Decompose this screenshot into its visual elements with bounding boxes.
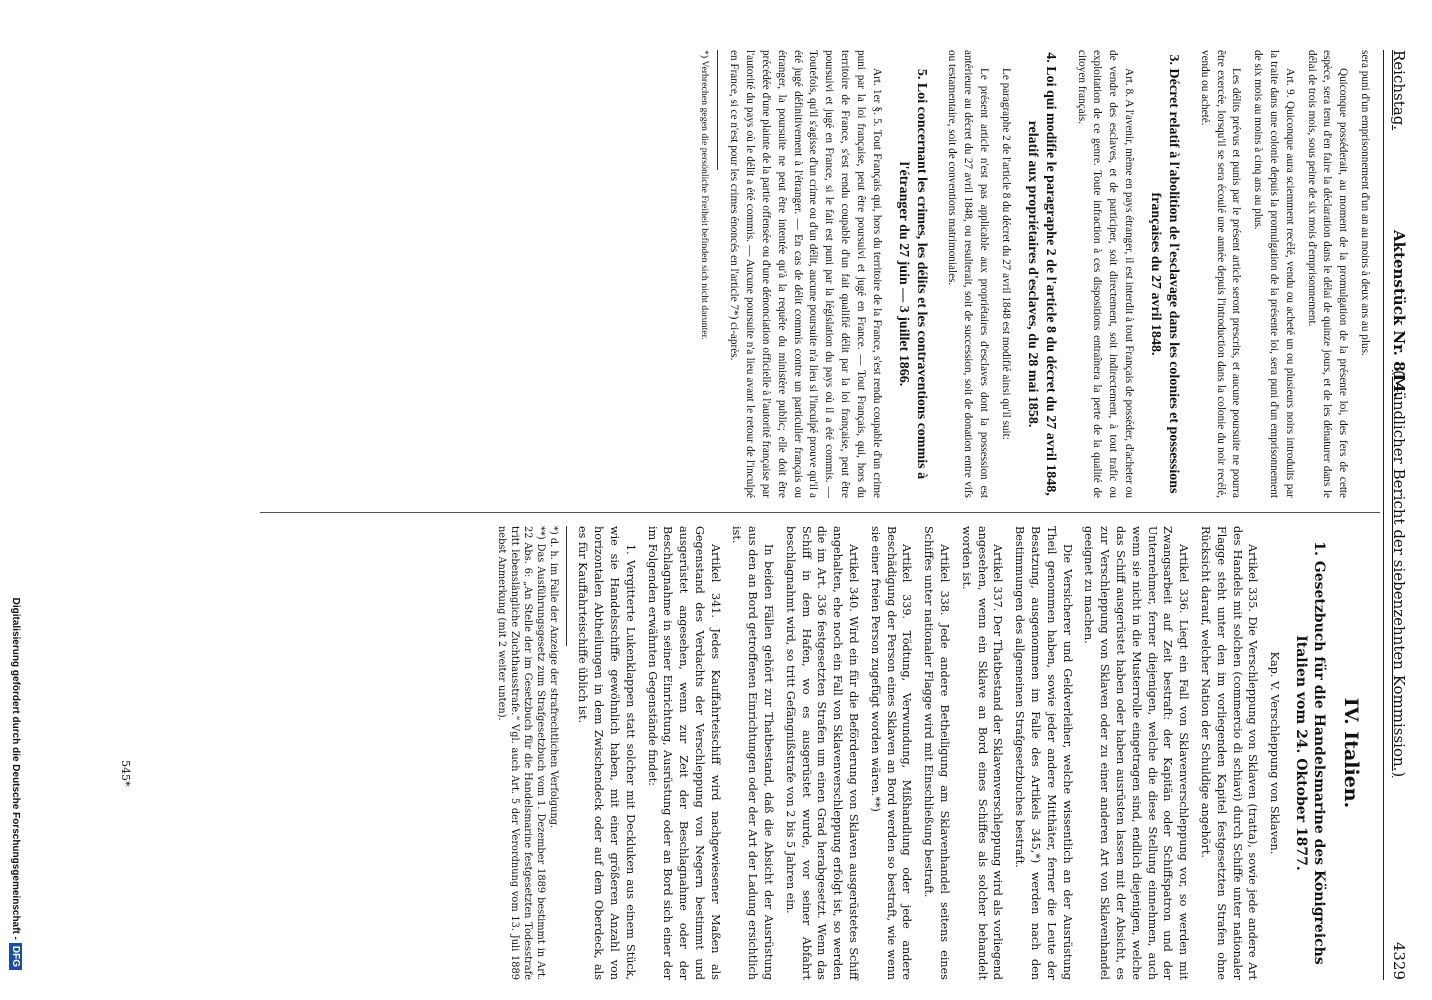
footnote: *) Verbrechen gegen die persönliche Freiheit befinden sich nicht darunter. — [698, 50, 710, 340]
paragraph: Die Versicherer und Geldverleiher, welche wissentlich an der Ausrüstung Theil genommen haben, sowie jeder andere Mitthäter, ferner die Leute der Besatzung, ausgenommen im Falle des Artikels 345,*) werden nach den Bestimmungen des allgemeinen Strafgesetzbuches bestraft. — [1013, 526, 1074, 980]
paragraph: Artikel 339. Tödtung, Verwundung, Mißhandlung oder jede andere Beschädigung der Person eines Sklaven an Bord werden so bestraft, wie wenn sie einer freien Person zugefügt worden wären.**) — [868, 526, 914, 980]
section-heading: 1. Gesetzbuch für die Handelsmarine des Königreichs Italien vom 24. Oktober 1877. — [1293, 541, 1328, 965]
paragraph: Artikel 340. Wird ein für die Beförderung von Sklaven ausgerüstetes Schiff angehalten, ehe noch ein Fall von Sklavenverschleppung erfolgt ist, so werden die im Art. 336 festgesetzten Strafen um einen Grad herabgesetzt. Wenn das Schiff in dem Hafen, wo es ausgerüstet wurde, vor seiner Abfahrt beschlagnahmt wird, so tritt Gefängnißstrafe von 2 bis 5 Jahren ein. — [783, 526, 861, 980]
paragraph: Artikel 336. Liegt ein Fall von Sklavenverschleppung vor, so werden mit Zwangsarbeit auf Zeit bestraft: der Kapitän oder Schiffspatron und der Unternehmer, ferner diejenigen, welche die diese Stellung einnehmen, auch wenn sie nicht in die Musterrolle eingetragen sind, endlich diejenigen, welche das Schiff ausgerüstet haben oder haben ausrüsten lassen mit der Absicht, es zur Verschleppung von Sklaven oder zu einer anderen Art von Sklavenhandel geeignet zu machen. — [1082, 526, 1191, 980]
paragraph: Art. 9. Quiconque aura sciemment recélé, vendu ou acheté un ou plusieurs noirs introduits par la traite dans une colonie depuis la promulgation de la présente loi, sera puni d'un emprisonnement de six mois au moins à cinq ans au plus. — [1252, 50, 1296, 498]
paragraph: Le présent article n'est pas applicable aux propriétaires d'esclaves dont la possession est antérieure au décret du 27 avril 1848, ou resulterait, soit de succession, soit de donation entre vifs ou testamentaire, soit de conventions matrimoniales. — [946, 50, 991, 498]
paragraph: Les délits prévus et punis par le présent article seront prescrits, et aucune poursuite ne pourra être exercée, lorsqu'il se sera écoulé une année depuis l'introduction dans la colonie du noir recélé, vendu ou acheté. — [1198, 50, 1243, 498]
header-left: Reichstag. — [1390, 50, 1408, 131]
paragraph: Art. 1er §. 5. Tout Français qui, hors du territoire de la France, s'est rendu coupable d'un crime puni par la loi française, peut être poursuivi et jugé en France. — Tout Français, qui, hors du territoire de France, s'est rendu coupable d'un fait qualifié délit par la loi française, peut être poursuivi et jugé en France, si le fait est puni par la législation du pays où il a été commis. — Toutefois, qu'il s'agisse d'un crime ou d'un délit, aucune poursuite n'a lieu si l'inculpé prouve qu'il a été jugé définitivement à l'étranger. — En cas de délit commis contre un particulier français ou étranger, la poursuite ne peut être intentée qu'à la requête du ministère public; elle doit être précédée d'une plainte de la partie offensée ou d'une dénonciation officielle à l'autorité française par l'autorité du pays où le délit a été commis. — Aucune poursuite n'a lieu avant le retour de l'inculpé en France, si ce n'est pour les crimes énoncés en l'article 7*) ci-après. — [728, 50, 883, 498]
paragraph: Le paragraphe 2 de l'article 8 du décret du 27 avril 1848 est modifié ainsi qu'il suit: — [999, 68, 1012, 440]
header-rule — [1383, 50, 1384, 980]
footnote-rule — [566, 526, 567, 646]
dfg-logo: DFG — [9, 943, 22, 970]
paragraph: Quiconque posséderait, au moment de la promulgation de la présente loi, des fers de cette espèce, sera tenu d'en faire la déclaration dans le délai de quinze jours, et de les dénaturer dans le délai de trois mois, sous peine de six mois d'emprisonnement. — [1305, 50, 1350, 498]
section-heading: 5. Loi concernant les crimes, les délits et les contraventions commis à l'étranger du 27 juin — 3 juillet 1866. — [895, 68, 929, 480]
chapter-heading: IV. Italien. — [1340, 697, 1362, 809]
dfg-credit-text: Digitalisierung gefördert durch die Deutsche Forschungsgemeinschaft - — [10, 597, 21, 940]
paragraph: sera puni d'un emprisonnement d'un an au moins à deux ans au plus. — [1359, 50, 1371, 356]
header-page-number: 4329 — [1390, 941, 1408, 980]
column-divider — [260, 512, 1380, 513]
dfg-credit — [9, 30, 22, 970]
chapter-subheading: Kap. V. Verschleppung von Sklaven. — [1268, 651, 1282, 855]
section-heading: 4. Loi qui modifie le paragraphe 2 de l'article 8 du décret du 27 avril 1848, relatif aux propriétaires d'esclaves, du 28 mai 1858. — [1024, 52, 1058, 496]
section-heading: 3. Décret relatif à l'abolition de l'esclavage dans les colonies et possessions françaises du 27 avril 1848. — [1148, 54, 1182, 494]
paragraph: Artikel 338. Jede andere Betheiligung am Sklavenhandel seitens eines Schiffes unter nationaler Flagge wird mit Einschließung bestraft. — [922, 526, 952, 980]
footnote: *) d. h. im Falle der Anzeige der strafrechtlichen Verfolgung. — [547, 526, 559, 829]
header-title: (Mündlicher Bericht der siebenzehnten Kommission.) — [1390, 370, 1408, 778]
right-column — [495, 526, 1372, 980]
paragraph: 1. Vergitterte Lukenklappen statt solcher mit Deckluken aus einem Stück, wie sie Handelsschiffe gewöhnlich haben, mit einer größeren Anzahl von horizontalen Abtheilungen in dem Zwischendeck oder auf dem Oberdeck, als es für Kauffahrteischiffe üblich ist. — [576, 526, 637, 980]
paragraph: Artikel 335. Die Verschleppung von Sklaven (tratta), sowie jede andere Art des Handels mit solchen (commercio di schiavi) durch Schiffe unter nationaler Flagge steht unter den im vorliegenden Kapitel festgesetzten Strafen ohne Rücksicht darauf, welcher Nation der Schuldige angehört. — [1199, 526, 1260, 980]
header-document-number: Aktenstück Nr. 814. — [1390, 230, 1408, 398]
footnote: **) Das Ausführungsgesetz zum Strafgesetzbuch vom 1. Dezember 1889 bestimmt in Art. 22 Abs. 6: „An Stelle der im Gesetzbuch für die Handelsmarine festgesetzten Todesstrafe tritt lebenslängliche Zuchthausstrafe.“ Vgl. auch Art. 5 der Verordnung vom 13. Juli 1889 nebst Anmerkung (mit 2 weiter unten). — [495, 526, 546, 980]
footnote-rule — [717, 50, 718, 170]
paragraph: Art. 8. A l'avenir, même en pays étranger, il est interdit à tout Français de posséder, d'acheter ou de vendre des esclaves, et de participer, soit directement, soit indirectement, à tout trafic ou exploitation de ce genre. Toute infraction à ces dispositions entraînera la perte de la qualité de citoyen français. — [1075, 50, 1136, 498]
paragraph: Artikel 337. Der Thatbestand der Sklavenverschleppung wird als vorliegend angesehen, wenn ein Sklave an Bord eines Schiffes als solcher behandelt worden ist. — [959, 526, 1005, 980]
left-column — [698, 50, 1372, 498]
paragraph: In beiden Fällen gehört zur Thatbestand, daß die Absicht der Ausrüstung aus den an Bord getroffenen Einrichtungen oder der Art der Ladung ersichtlich ist. — [730, 526, 776, 980]
page-header — [1382, 50, 1416, 980]
page-signature: 545* — [119, 760, 132, 787]
paragraph: Artikel 341. Jedes Kauffahrteischiff wird nachgewiesener Maßen als Gegenstand des Verdachts der Verschleppung von Negern bestimmt und ausgerüstet angesehen, wenn zur Zeit der Beschlagnahme oder der Beschlagnahme in seiner Einrichtung, Ausrüstung oder an Bord sich einer der im Folgenden erwähnten Gegenstände findet: — [645, 526, 722, 980]
